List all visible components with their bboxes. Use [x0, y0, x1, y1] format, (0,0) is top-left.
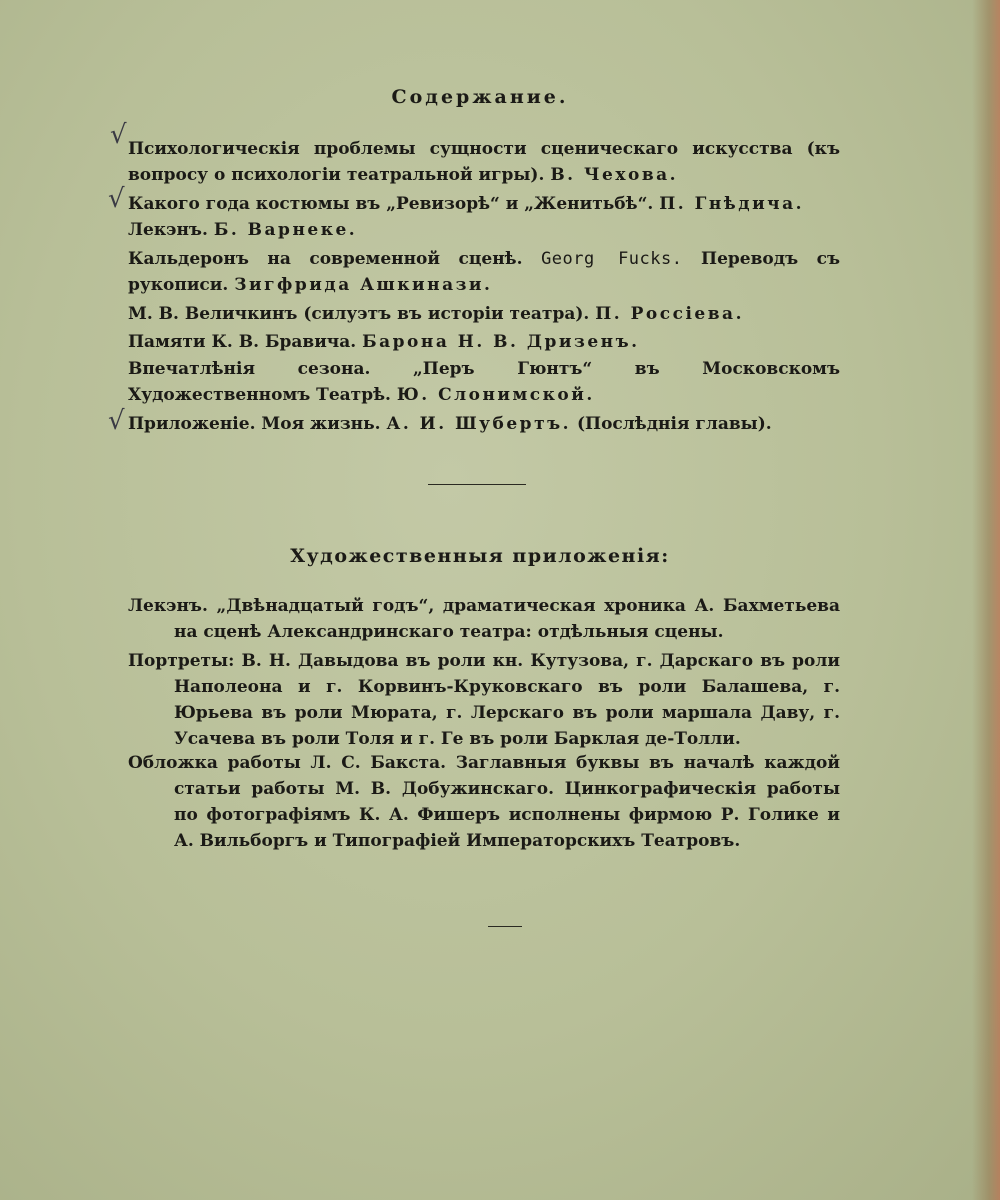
entry-title: Какого года костюмы въ „Ревизорѣ“ и „Женитьбѣ“. — [128, 194, 654, 214]
page-edge — [972, 0, 1000, 1200]
entry-author: В. Чехова. — [550, 165, 679, 185]
closing-divider — [488, 926, 522, 927]
contents-entry — [128, 191, 840, 217]
contents-entry — [128, 356, 840, 408]
entry-title: Памяти К. В. Бравича. — [128, 332, 357, 352]
entry-author: А. И. Шубертъ. — [386, 414, 572, 434]
entry-note: (Послѣднія главы). — [576, 414, 772, 434]
contents-entry — [128, 329, 840, 355]
contents-entry — [128, 411, 840, 437]
appendix-entry — [128, 593, 840, 645]
entry-note: Переводъ съ рукописи. — [128, 249, 841, 295]
appendix-entry — [128, 750, 840, 854]
pencil-check-mark: √ — [108, 406, 125, 436]
entry-title: Кальдеронъ на современной сценѣ. — [128, 249, 523, 269]
entry-author: Ю. Слонимской. — [396, 385, 595, 405]
entry-author: П. Гнѣдича. — [659, 194, 805, 214]
entry-title: М. В. Величкинъ (силуэтъ въ исторіи театра). — [128, 304, 590, 324]
section-divider — [428, 484, 526, 485]
appendix-text: Лекэнъ. „Двѣнадцатый годъ“, драматическая хроника А. Бахметьева на сценѣ Александринскаго театра: отдѣльныя сцены. — [128, 596, 840, 642]
contents-heading: Содержание. — [391, 86, 569, 108]
entry-author: Барона Н. В. Дризенъ. — [362, 332, 640, 352]
appendices-heading: Художественныя приложенія: — [290, 545, 670, 567]
entry-title: Приложеніе. Моя жизнь. — [128, 414, 381, 434]
pencil-check-mark: √ — [110, 120, 127, 150]
entry-author: Б. Варнеке. — [213, 220, 358, 240]
entry-author: Зигфрида Ашкинази. — [234, 275, 493, 295]
contents-entry — [128, 301, 840, 327]
appendix-text: Портреты: В. Н. Давыдова въ роли кн. Кутузова, г. Дарскаго въ роли Наполеона и г. Корвинъ-Круковскаго въ роли Балашева, г. Юрьева въ роли Мюрата, г. Лерскаго въ роли маршала Даву, г. Усачева въ роли Толя и г. Ге въ роли Барклая де-Толли. — [128, 651, 840, 749]
pencil-check-mark: √ — [108, 184, 125, 214]
entry-author: П. Россіева. — [595, 304, 744, 324]
contents-entry — [128, 217, 840, 243]
entry-original-author: Georg Fucks. — [541, 249, 683, 269]
entry-title: Впечатлѣнія сезона. „Перъ Гюнтъ“ въ Московскомъ Художественномъ Театрѣ. — [128, 359, 840, 405]
contents-entry — [128, 136, 840, 188]
appendix-entry — [128, 648, 840, 752]
entry-title: Лекэнъ. — [128, 220, 208, 240]
contents-entry — [128, 246, 840, 298]
appendix-text: Обложка работы Л. С. Бакста. Заглавныя буквы въ началѣ каждой статьи работы М. В. Добужинскаго. Цинкографическія работы по фотографіямъ К. А. Фишеръ исполнены фирмою Р. Голике и А. Вильборгъ и Типографіей Императорскихъ Театровъ. — [128, 753, 840, 851]
entry-title: Психологическія проблемы сущности сценическаго искусства (къ вопросу о психологіи театральной игры). — [128, 139, 840, 185]
